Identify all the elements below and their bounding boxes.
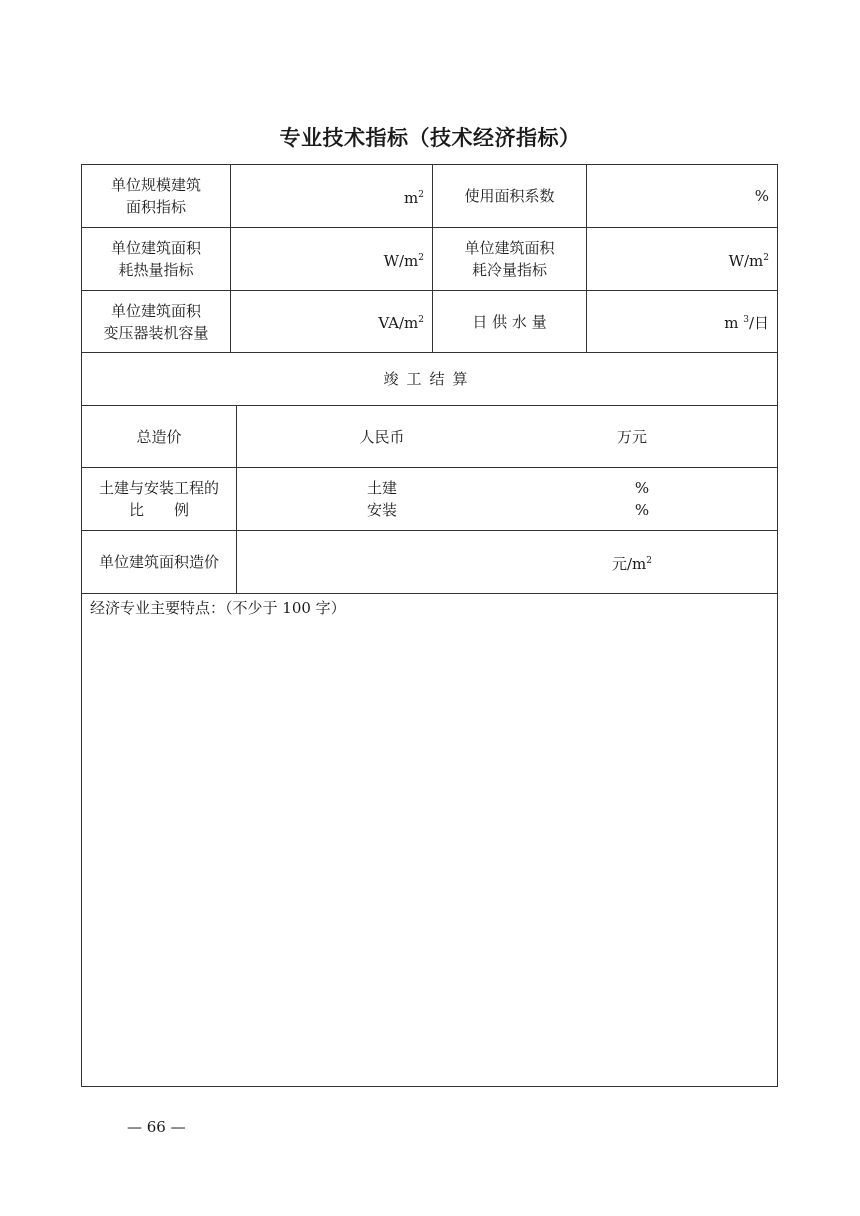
label-unit-area-cost: 单位建筑面积造价 <box>98 553 219 571</box>
value-heat-consumption[interactable]: $W/m^2$ <box>383 251 424 270</box>
label-transformer-capacity: 单位建筑面积 变压器装机容量 <box>103 301 209 342</box>
label-economic-features: 经济专业主要特点：（不少于 100 字） <box>90 599 346 617</box>
value-unit-scale-area[interactable] <box>231 165 432 227</box>
economic-features-textarea[interactable] <box>82 625 777 1085</box>
ratio-civil-unit: % <box>634 479 650 497</box>
ratio-item-labels <box>352 468 412 530</box>
label-cooling-consumption: 单位建筑面积 耗冷量指标 <box>464 239 555 279</box>
unit-area-cost-unit[interactable]: 元$/m^2$ <box>611 554 652 573</box>
value-cooling-consumption[interactable]: $W/m^2$ <box>728 251 769 270</box>
column-divider <box>236 405 237 593</box>
total-cost-unit: 万元 <box>616 427 647 446</box>
total-cost-currency: 人民币 <box>359 427 405 446</box>
tech-index-table <box>81 164 778 1087</box>
label-daily-water-supply: 日 供 水 量 <box>472 312 547 331</box>
value-daily-water-supply[interactable]: m $^3$/日 <box>724 314 769 332</box>
label-civil-install-ratio: 土建与安装工程的 比 例 <box>98 479 219 519</box>
label-unit-scale-area: 单位规模建筑 面积指标 <box>110 176 201 216</box>
page-title: 专业技术指标（技术经济指标） <box>279 126 581 150</box>
section-title-settlement: 竣工结算 <box>383 370 476 388</box>
label-usable-area-coefficient: 使用面积系数 <box>464 187 555 205</box>
ratio-install-unit: % <box>634 501 650 519</box>
ratio-install-label: 安装 <box>366 501 397 519</box>
row-divider <box>82 593 777 594</box>
value-usable-area-coefficient[interactable]: % <box>754 187 769 205</box>
value-transformer-capacity[interactable]: $VA/m^2$ <box>378 314 424 332</box>
page-number: — 66 — <box>127 1118 186 1136</box>
ratio-civil-label: 土建 <box>366 479 397 497</box>
unit-text: $m^2$ <box>404 188 424 207</box>
label-total-cost: 总造价 <box>136 427 182 446</box>
label-heat-consumption: 单位建筑面积 耗热量指标 <box>110 239 201 279</box>
ratio-values[interactable] <box>622 468 662 530</box>
